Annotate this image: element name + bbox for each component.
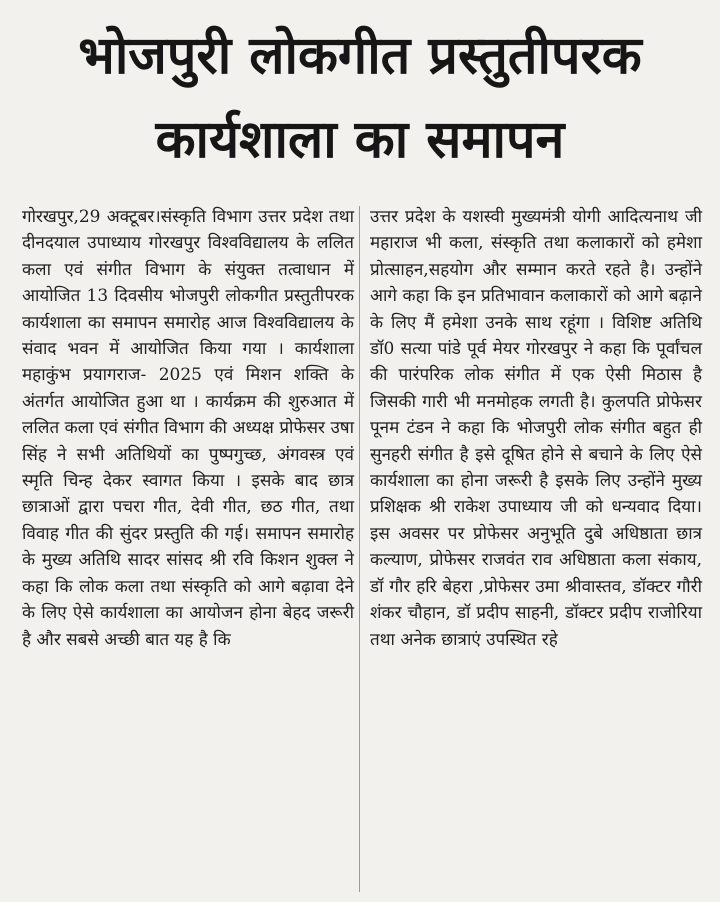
article-column-1	[22, 204, 354, 894]
headline-line-2: कार्यशाला का समापन	[155, 110, 565, 170]
column-2-text: उत्तर प्रदेश के यशस्वी मुख्यमंत्री योगी आदित्यनाथ जी महाराज भी कला, संस्कृति तथा कलाकारों को हमेशा प्रोत्साहन,सहयोग और सम्मान करते रहते है। उन्होंने आगे कहा कि इन प्रतिभावान कलाकारों को आगे बढ़ाने के लिए मैं हमेशा उनके साथ रहूंगा । विशिष्ट अतिथि डॉ0 सत्या पांडे पूर्व मेयर गोरखपुर ने कहा कि पूर्वांचल की पारंपरिक लोक संगीत में एक ऐसी मिठास है जिसकी गारी भी मनमोहक लगती है। कुलपति प्रोफेसर पूनम टंडन ने कहा कि भोजपुरी लोक संगीत बहुत ही सुनहरी संगीत है इसे दूषित होने से बचाने के लिए ऐसे कार्यशाला का होना जरूरी है इसके लिए उन्होंने मुख्य प्रशिक्षक श्री राकेश उपाध्याय जी को धन्यवाद दिया। इस अवसर पर प्रोफेसर अनुभूति दुबे अधिष्ठाता छात्र कल्याण, प्रोफेसर राजवंत राव अधिष्ठाता कला संकाय, डॉ गौर हरि बेहरा ,प्रोफेसर उमा श्रीवास्तव, डॉक्टर गौरी शंकर चौहान, डॉ प्रदीप साहनी, डॉक्टर प्रदीप राजोरिया तथा अनेक छात्राएं उपस्थित रहे	[370, 207, 702, 650]
headline	[0, 14, 720, 182]
article-column-2	[370, 204, 702, 894]
article-body	[22, 204, 702, 894]
headline-line-1: भोजपुरी लोकगीत प्रस्तुतीपरक	[78, 26, 642, 86]
column-1-text: गोरखपुर,29 अक्टूबर।संस्कृति विभाग उत्तर प्रदेश तथा दीनदयाल उपाध्याय गोरखपुर विश्वविद्यालय के ललित कला एवं संगीत विभाग के संयुक्त तत्वाधान में आयोजित 13 दिवसीय भोजपुरी लोकगीत प्रस्तुतीपरक कार्यशाला का समापन समारोह आज विश्वविद्यालय के संवाद भवन में आयोजित किया गया । कार्यशाला महाकुंभ प्रयागराज- 2025 एवं मिशन शक्ति के अंतर्गत आयोजित हुआ था । कार्यक्रम की शुरुआत में ललित कला एवं संगीत विभाग की अध्यक्ष प्रोफेसर उषा सिंह ने सभी अतिथियों का पुष्पगुच्छ, अंगवस्त्र एवं स्मृति चिन्ह देकर स्वागत किया । इसके बाद छात्र छात्राओं द्वारा पचरा गीत, देवी गीत, छठ गीत, तथा विवाह गीत की सुंदर प्रस्तुति की गई। समापन समारोह के मुख्य अतिथि सादर सांसद श्री रवि किशन शुक्ल ने कहा कि लोक कला तथा संस्कृति को आगे बढ़ावा देने के लिए ऐसे कार्यशाला का आयोजन होना बेहद जरूरी है और सबसे अच्छी बात यह है कि	[22, 207, 354, 650]
